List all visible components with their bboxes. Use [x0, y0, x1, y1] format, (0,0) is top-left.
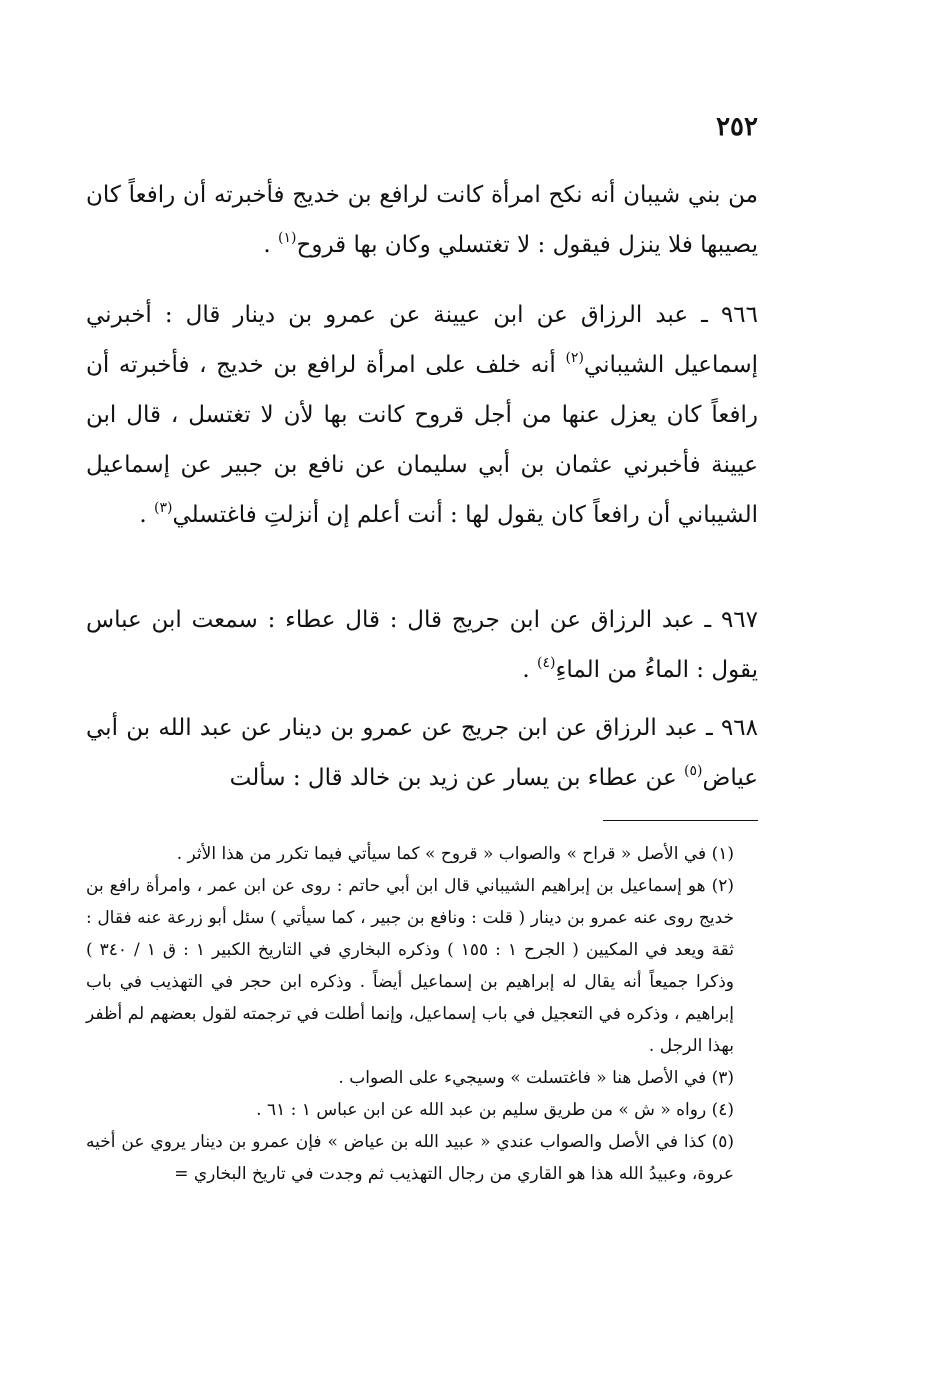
paragraph-continuation	[86, 170, 758, 270]
paragraph-body: من بني شيبان أنه نكح امرأة كانت لرافع بن خديج فأخبرته أن رافعاً كان يصيبها فلا ينزل فيقول : لا تغتسلي وكان بها قروح	[86, 182, 758, 258]
paragraph-text	[86, 170, 758, 270]
footnote-ref-1[interactable]: (١)	[278, 230, 297, 246]
hadith-966	[86, 290, 758, 540]
paragraph-body: ٩٦٦ ـ عبد الرزاق عن ابن عيينة عن عمرو بن دينار قال : أخبرني إسماعيل الشيباني	[86, 302, 758, 378]
footnote-ref-4[interactable]: (٤)	[537, 655, 556, 671]
footnote-4: (٤) رواه « ش » من طريق سليم بن عبد الله عن ابن عباس ١ : ٦١ .	[256, 1100, 734, 1120]
footnote-1: (١) في الأصل « قراح » والصواب « قروح » كما سيأتي فيما تكرر من هذا الأثر .	[176, 844, 734, 864]
paragraph-tail: .	[522, 657, 538, 683]
footnote-5: (٥) كذا في الأصل والصواب عندي « عبيد الله بن عياض » فإن عمرو بن دينار يروي عن أخيه عروة، وعبيدُ الله هذا هو القاري من رجال التهذيب ثم وجدت في تاريخ البخاري =	[86, 1132, 734, 1184]
hadith-968	[86, 703, 758, 803]
paragraph-body: ٩٦٨ ـ عبد الرزاق عن ابن جريج عن عمرو بن دينار عن عبد الله بن أبي عياض	[86, 715, 758, 791]
paragraph-body: ٩٦٧ ـ عبد الرزاق عن ابن جريج قال : قال عطاء : سمعت ابن عباس يقول : الماءُ من الماءِ	[86, 607, 758, 683]
footnote-2: (٢) هو إسماعيل بن إبراهيم الشيباني قال ابن أبي حاتم : روى عن ابن عمر ، وامرأة رافع بن خديج روى عنه عمرو بن دينار ( قلت : ونافع بن جبير ، كما سيأتي ) سئل أبو زرعة عنه فقال : ثقة ويعد في المكيين ( الجرح ١ : ١٥٥ ) وذكره البخاري في التاريخ الكبير ١ : ق ١ / ٣٤٠ ) وذكرا جميعاً أنه يقال له إبراهيم بن إسماعيل أيضاً . وذكره ابن حجر في التهذيب في باب إبراهيم ، وذكره في التعجيل في باب إسماعيل، وإنما أطلت في ترجمته لقول بعضهم لم أظفر بهذا الرجل .	[86, 876, 735, 1056]
footnote-3: (٣) في الأصل هنا « فاغتسلت » وسيجيء على الصواب .	[338, 1068, 734, 1088]
paragraph-tail: .	[263, 232, 279, 258]
footnote-ref-3[interactable]: (٣)	[153, 500, 173, 516]
footnote-ref-2[interactable]: (٢)	[565, 350, 584, 366]
paragraph-text	[86, 703, 758, 803]
paragraph-body: عن عطاء بن يسار عن زيد بن خالد قال : سألت	[229, 765, 685, 791]
paragraph-tail: .	[139, 502, 154, 528]
footnote-ref-5[interactable]: (٥)	[684, 763, 703, 779]
footnote-divider	[603, 820, 758, 821]
page-number: ٢٥٢	[716, 112, 758, 142]
paragraph-text	[86, 595, 758, 695]
footnotes	[86, 838, 758, 1190]
paragraph-text	[86, 290, 758, 540]
hadith-967	[86, 595, 758, 695]
paragraph-body: أنه خلف على امرأة لرافع بن خديج ، فأخبرته أن رافعاً كان يعزل عنها من أجل قروح كانت بها لأن لا تغتسل ، قال ابن عيينة فأخبرني عثمان بن أبي سليمان عن نافع بن جبير عن إسماعيل الشيباني أن رافعاً كان يقول لها : أنت أعلم إن أنزلتِ فاغتسلي	[86, 352, 758, 528]
